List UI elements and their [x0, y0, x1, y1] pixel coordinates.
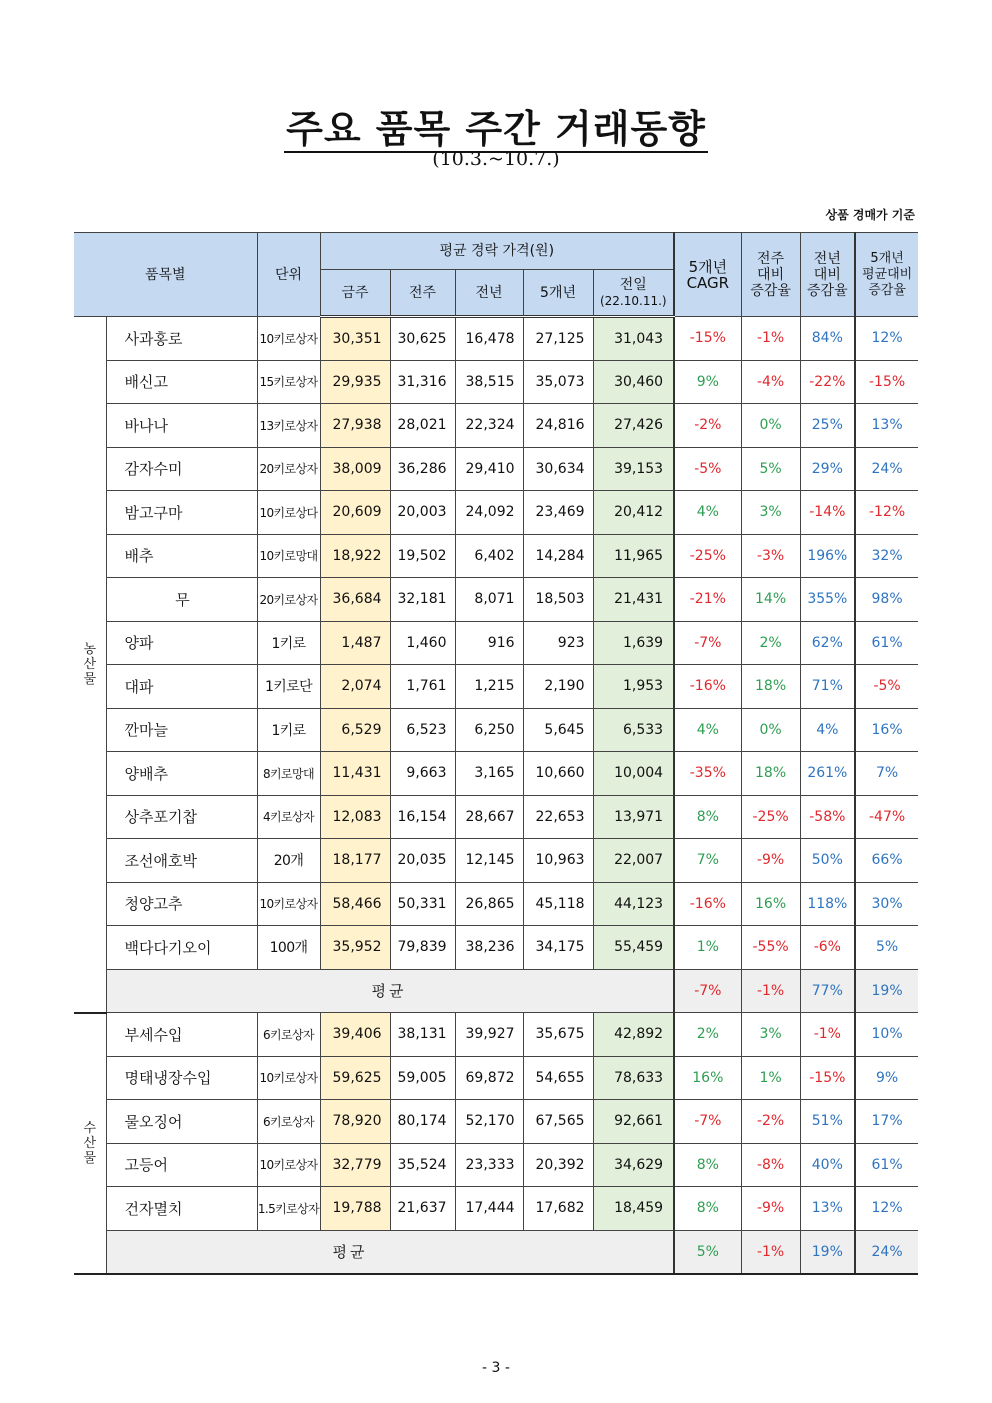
unit: 10키로상자 — [257, 317, 320, 361]
wow-rate: -1% — [741, 317, 800, 361]
yoy-rate: 84% — [800, 317, 855, 361]
wow-rate: 18% — [741, 752, 800, 796]
wow-rate: 3% — [741, 491, 800, 535]
price-last-week: 16,154 — [390, 795, 455, 839]
item-name: 청양고추 — [106, 882, 257, 926]
price-last-week: 28,021 — [390, 404, 455, 448]
average-row — [74, 969, 918, 1013]
category-label: 농 산 물 — [74, 317, 106, 1013]
price-this-week: 29,935 — [320, 360, 390, 404]
table-row — [74, 795, 918, 839]
wow-rate: -2% — [741, 1100, 800, 1144]
cagr-rate: 2% — [674, 1013, 741, 1057]
price-prev-day: 39,153 — [593, 447, 674, 491]
yoy-rate: -1% — [800, 1013, 855, 1057]
avg5-rate: 13% — [855, 404, 918, 448]
price-prev-day: 30,460 — [593, 360, 674, 404]
price-last-year: 26,865 — [455, 882, 523, 926]
cagr-rate: -16% — [674, 665, 741, 709]
unit: 6키로상자 — [257, 1013, 320, 1057]
price-five-year: 10,660 — [523, 752, 593, 796]
price-last-week: 30,625 — [390, 317, 455, 361]
price-last-week: 9,663 — [390, 752, 455, 796]
price-this-week: 59,625 — [320, 1056, 390, 1100]
avg5-rate: 30% — [855, 882, 918, 926]
price-this-week: 2,074 — [320, 665, 390, 709]
table-row — [74, 1056, 918, 1100]
yoy-rate: -58% — [800, 795, 855, 839]
wow-rate: 0% — [741, 708, 800, 752]
price-last-year: 6,402 — [455, 534, 523, 578]
price-five-year: 18,503 — [523, 578, 593, 622]
item-name: 명태냉장수입 — [106, 1056, 257, 1100]
price-this-week: 39,406 — [320, 1013, 390, 1057]
unit: 10키로상자 — [257, 1056, 320, 1100]
cagr-rate: 4% — [674, 708, 741, 752]
yoy-rate: -15% — [800, 1056, 855, 1100]
price-last-year: 39,927 — [455, 1013, 523, 1057]
price-last-year: 22,324 — [455, 404, 523, 448]
avg5-rate: 66% — [855, 839, 918, 883]
price-five-year: 30,634 — [523, 447, 593, 491]
table-row — [74, 1187, 918, 1231]
price-prev-day: 1,639 — [593, 621, 674, 665]
item-name: 밤고구마 — [106, 491, 257, 535]
wow-rate: -25% — [741, 795, 800, 839]
table-row — [74, 752, 918, 796]
wow-rate: 5% — [741, 447, 800, 491]
header-avg5: 5개년 평균대비 증감율 — [855, 233, 918, 317]
avg5-rate: 12% — [855, 317, 918, 361]
price-this-week: 20,609 — [320, 491, 390, 535]
price-last-week: 20,003 — [390, 491, 455, 535]
item-name: 고등어 — [106, 1143, 257, 1187]
table-row — [74, 404, 918, 448]
item-name: 물오징어 — [106, 1100, 257, 1144]
price-five-year: 14,284 — [523, 534, 593, 578]
price-prev-day: 6,533 — [593, 708, 674, 752]
price-this-week: 78,920 — [320, 1100, 390, 1144]
price-last-year: 17,444 — [455, 1187, 523, 1231]
price-last-year: 29,410 — [455, 447, 523, 491]
cagr-rate: 7% — [674, 839, 741, 883]
price-five-year: 20,392 — [523, 1143, 593, 1187]
price-this-week: 36,684 — [320, 578, 390, 622]
item-name: 조선애호박 — [106, 839, 257, 883]
price-last-year: 23,333 — [455, 1143, 523, 1187]
unit: 4키로상자 — [257, 795, 320, 839]
wow-rate: -9% — [741, 839, 800, 883]
avg-cagr-rate: 5% — [674, 1230, 741, 1274]
wow-rate: 16% — [741, 882, 800, 926]
price-five-year: 23,469 — [523, 491, 593, 535]
price-last-week: 32,181 — [390, 578, 455, 622]
item-name: 배추 — [106, 534, 257, 578]
unit: 1키로단 — [257, 665, 320, 709]
avg5-rate: 12% — [855, 1187, 918, 1231]
unit: 13키로상자 — [257, 404, 320, 448]
price-prev-day: 31,043 — [593, 317, 674, 361]
wow-rate: 3% — [741, 1013, 800, 1057]
yoy-rate: 71% — [800, 665, 855, 709]
price-prev-day: 13,971 — [593, 795, 674, 839]
price-prev-day: 22,007 — [593, 839, 674, 883]
price-last-year: 3,165 — [455, 752, 523, 796]
table-row — [74, 491, 918, 535]
page-number: - 3 - — [482, 1360, 510, 1376]
avg-avg5-rate: 24% — [855, 1230, 918, 1274]
price-five-year: 5,645 — [523, 708, 593, 752]
cagr-rate: -21% — [674, 578, 741, 622]
table-row — [74, 926, 918, 970]
price-this-week: 18,177 — [320, 839, 390, 883]
price-this-week: 58,466 — [320, 882, 390, 926]
table-row — [74, 578, 918, 622]
price-prev-day: 20,412 — [593, 491, 674, 535]
unit: 1키로 — [257, 621, 320, 665]
price-last-year: 6,250 — [455, 708, 523, 752]
price-last-week: 31,316 — [390, 360, 455, 404]
yoy-rate: 62% — [800, 621, 855, 665]
price-prev-day: 11,965 — [593, 534, 674, 578]
avg-wow-rate: -1% — [741, 1230, 800, 1274]
price-last-week: 50,331 — [390, 882, 455, 926]
header-five-year: 5개년 — [523, 270, 593, 317]
avg-cagr-rate: -7% — [674, 969, 741, 1013]
price-last-week: 20,035 — [390, 839, 455, 883]
price-last-year: 38,236 — [455, 926, 523, 970]
price-prev-day: 55,459 — [593, 926, 674, 970]
price-last-year: 916 — [455, 621, 523, 665]
price-this-week: 11,431 — [320, 752, 390, 796]
yoy-rate: 25% — [800, 404, 855, 448]
item-name: 건자멸치 — [106, 1187, 257, 1231]
unit: 10키로상자 — [257, 1143, 320, 1187]
avg5-rate: 61% — [855, 1143, 918, 1187]
yoy-rate: 355% — [800, 578, 855, 622]
avg-wow-rate: -1% — [741, 969, 800, 1013]
unit: 15키로상자 — [257, 360, 320, 404]
price-this-week: 35,952 — [320, 926, 390, 970]
price-five-year: 27,125 — [523, 317, 593, 361]
price-this-week: 27,938 — [320, 404, 390, 448]
price-five-year: 24,816 — [523, 404, 593, 448]
price-prev-day: 42,892 — [593, 1013, 674, 1057]
item-name: 바나나 — [106, 404, 257, 448]
price-last-week: 19,502 — [390, 534, 455, 578]
avg5-rate: -15% — [855, 360, 918, 404]
header-prev-day: 전일 (22.10.11.) — [593, 270, 674, 317]
page-title: 주요 품목 주간 거래동향 — [286, 107, 706, 151]
unit: 6키로상자 — [257, 1100, 320, 1144]
cagr-rate: 8% — [674, 795, 741, 839]
yoy-rate: 4% — [800, 708, 855, 752]
price-five-year: 45,118 — [523, 882, 593, 926]
yoy-rate: -14% — [800, 491, 855, 535]
price-last-year: 12,145 — [455, 839, 523, 883]
price-this-week: 18,922 — [320, 534, 390, 578]
unit: 10키로상자 — [257, 882, 320, 926]
price-five-year: 2,190 — [523, 665, 593, 709]
cagr-rate: 1% — [674, 926, 741, 970]
yoy-rate: -6% — [800, 926, 855, 970]
yoy-rate: 29% — [800, 447, 855, 491]
header-avg-price: 평균 경락 가격(원) — [320, 233, 674, 270]
price-last-week: 80,174 — [390, 1100, 455, 1144]
avg-avg5-rate: 19% — [855, 969, 918, 1013]
item-name: 백다다기오이 — [106, 926, 257, 970]
item-name: 무 — [106, 578, 257, 622]
unit: 8키로망대 — [257, 752, 320, 796]
wow-rate: -9% — [741, 1187, 800, 1231]
price-five-year: 54,655 — [523, 1056, 593, 1100]
wow-rate: 18% — [741, 665, 800, 709]
wow-rate: -4% — [741, 360, 800, 404]
price-last-week: 36,286 — [390, 447, 455, 491]
price-five-year: 17,682 — [523, 1187, 593, 1231]
avg5-rate: 7% — [855, 752, 918, 796]
yoy-rate: 40% — [800, 1143, 855, 1187]
avg-yoy-rate: 77% — [800, 969, 855, 1013]
header-unit: 단위 — [257, 233, 320, 317]
item-name: 감자수미 — [106, 447, 257, 491]
table-row — [74, 534, 918, 578]
wow-rate: 0% — [741, 404, 800, 448]
header-last-year: 전년 — [455, 270, 523, 317]
avg5-rate: -5% — [855, 665, 918, 709]
avg5-rate: 9% — [855, 1056, 918, 1100]
yoy-rate: 118% — [800, 882, 855, 926]
unit: 1키로 — [257, 708, 320, 752]
price-last-week: 21,637 — [390, 1187, 455, 1231]
yoy-rate: 51% — [800, 1100, 855, 1144]
avg5-rate: 61% — [855, 621, 918, 665]
table-row — [74, 1100, 918, 1144]
price-last-week: 35,524 — [390, 1143, 455, 1187]
cagr-rate: -2% — [674, 404, 741, 448]
unit: 10키로상다 — [257, 491, 320, 535]
unit: 1.5키로상자 — [257, 1187, 320, 1231]
average-label: 평균 — [106, 1230, 674, 1274]
avg5-rate: 10% — [855, 1013, 918, 1057]
wow-rate: 1% — [741, 1056, 800, 1100]
wow-rate: -8% — [741, 1143, 800, 1187]
table-row — [74, 665, 918, 709]
header-last-week: 전주 — [390, 270, 455, 317]
item-name: 상추포기찹 — [106, 795, 257, 839]
price-prev-day: 44,123 — [593, 882, 674, 926]
price-five-year: 67,565 — [523, 1100, 593, 1144]
average-label: 평균 — [106, 969, 674, 1013]
price-this-week: 19,788 — [320, 1187, 390, 1231]
price-this-week: 38,009 — [320, 447, 390, 491]
price-five-year: 35,675 — [523, 1013, 593, 1057]
table-row — [74, 447, 918, 491]
item-name: 양파 — [106, 621, 257, 665]
price-this-week: 32,779 — [320, 1143, 390, 1187]
price-last-year: 69,872 — [455, 1056, 523, 1100]
cagr-rate: -35% — [674, 752, 741, 796]
avg5-rate: 32% — [855, 534, 918, 578]
item-name: 사과홍로 — [106, 317, 257, 361]
category-label: 수 산 물 — [74, 1013, 106, 1274]
table-body — [74, 317, 918, 1274]
cagr-rate: -25% — [674, 534, 741, 578]
cagr-rate: 16% — [674, 1056, 741, 1100]
wow-rate: -55% — [741, 926, 800, 970]
table-row — [74, 1013, 918, 1057]
table-row — [74, 882, 918, 926]
price-prev-day: 27,426 — [593, 404, 674, 448]
wow-rate: -3% — [741, 534, 800, 578]
unit: 100개 — [257, 926, 320, 970]
date-range: (10.3.~10.7.) — [432, 148, 560, 170]
price-five-year: 923 — [523, 621, 593, 665]
wow-rate: 2% — [741, 621, 800, 665]
price-last-year: 38,515 — [455, 360, 523, 404]
price-table — [74, 232, 918, 1275]
item-name: 양배추 — [106, 752, 257, 796]
price-last-week: 79,839 — [390, 926, 455, 970]
cagr-rate: 8% — [674, 1187, 741, 1231]
price-prev-day: 1,953 — [593, 665, 674, 709]
price-last-year: 28,667 — [455, 795, 523, 839]
avg5-rate: 24% — [855, 447, 918, 491]
yoy-rate: -22% — [800, 360, 855, 404]
price-this-week: 30,351 — [320, 317, 390, 361]
cagr-rate: -7% — [674, 1100, 741, 1144]
price-prev-day: 78,633 — [593, 1056, 674, 1100]
avg5-rate: 16% — [855, 708, 918, 752]
unit: 20개 — [257, 839, 320, 883]
price-last-year: 1,215 — [455, 665, 523, 709]
yoy-rate: 196% — [800, 534, 855, 578]
header-item: 품목별 — [74, 233, 257, 317]
price-five-year: 35,073 — [523, 360, 593, 404]
header-yoy: 전년 대비 증감율 — [800, 233, 855, 317]
table-row — [74, 1143, 918, 1187]
price-this-week: 1,487 — [320, 621, 390, 665]
price-prev-day: 21,431 — [593, 578, 674, 622]
price-five-year: 34,175 — [523, 926, 593, 970]
cagr-rate: -16% — [674, 882, 741, 926]
header-cagr: 5개년 CAGR — [674, 233, 741, 317]
avg5-rate: 5% — [855, 926, 918, 970]
header-this-week: 금주 — [320, 270, 390, 317]
table-row — [74, 360, 918, 404]
price-last-week: 1,761 — [390, 665, 455, 709]
basis-note: 상품 경매가 기준 — [825, 208, 915, 222]
table-row — [74, 317, 918, 361]
header-wow: 전주 대비 증감율 — [741, 233, 800, 317]
yoy-rate: 261% — [800, 752, 855, 796]
price-this-week: 6,529 — [320, 708, 390, 752]
cagr-rate: -5% — [674, 447, 741, 491]
price-this-week: 12,083 — [320, 795, 390, 839]
item-name: 부세수입 — [106, 1013, 257, 1057]
price-prev-day: 10,004 — [593, 752, 674, 796]
yoy-rate: 13% — [800, 1187, 855, 1231]
avg5-rate: 98% — [855, 578, 918, 622]
avg5-rate: 17% — [855, 1100, 918, 1144]
table-row — [74, 839, 918, 883]
price-five-year: 10,963 — [523, 839, 593, 883]
price-last-year: 52,170 — [455, 1100, 523, 1144]
average-row — [74, 1230, 918, 1274]
avg5-rate: -12% — [855, 491, 918, 535]
price-last-week: 59,005 — [390, 1056, 455, 1100]
price-prev-day: 92,661 — [593, 1100, 674, 1144]
cagr-rate: 8% — [674, 1143, 741, 1187]
price-last-week: 38,131 — [390, 1013, 455, 1057]
cagr-rate: 9% — [674, 360, 741, 404]
yoy-rate: 50% — [800, 839, 855, 883]
price-five-year: 22,653 — [523, 795, 593, 839]
item-name: 깐마늘 — [106, 708, 257, 752]
unit: 10키로망대 — [257, 534, 320, 578]
cagr-rate: -15% — [674, 317, 741, 361]
item-name: 배신고 — [106, 360, 257, 404]
cagr-rate: -7% — [674, 621, 741, 665]
price-prev-day: 34,629 — [593, 1143, 674, 1187]
price-last-year: 24,092 — [455, 491, 523, 535]
wow-rate: 14% — [741, 578, 800, 622]
unit: 20키로상자 — [257, 578, 320, 622]
item-name: 대파 — [106, 665, 257, 709]
price-last-year: 8,071 — [455, 578, 523, 622]
avg5-rate: -47% — [855, 795, 918, 839]
cagr-rate: 4% — [674, 491, 741, 535]
price-prev-day: 18,459 — [593, 1187, 674, 1231]
table-row — [74, 621, 918, 665]
price-last-week: 6,523 — [390, 708, 455, 752]
price-last-week: 1,460 — [390, 621, 455, 665]
price-last-year: 16,478 — [455, 317, 523, 361]
avg-yoy-rate: 19% — [800, 1230, 855, 1274]
table-row — [74, 708, 918, 752]
unit: 20키로상자 — [257, 447, 320, 491]
